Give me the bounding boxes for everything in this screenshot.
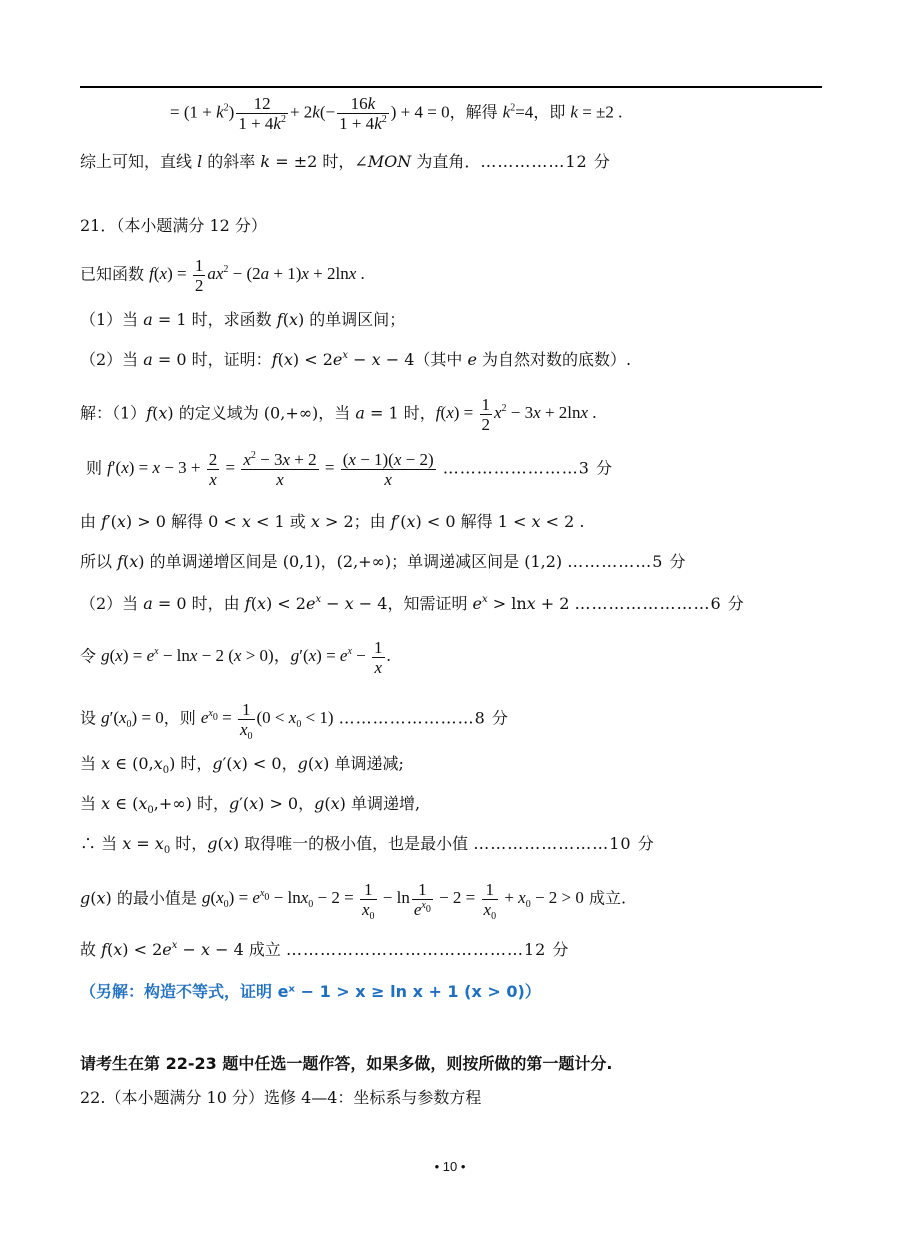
sol-step-domain: 解：（1）f(x) 的定义域为 (0,+∞)，当 a = 1 时，f(x) = $\frac{1}{2}$ $x^2 - 3x + 2\ln x$ . [80,395,597,434]
choose-note: 请考生在第 22-23 题中任选一题作答，如果多做，则按所做的第一题计分. [80,1054,613,1073]
sol-step-x0: 设 $g'(x_0) = 0$，则 $e^{x_0}$ = $\frac{1}{x_0}$ $(0 < x_0 < 1)$ ……………………8 分 [80,700,509,742]
sol-step-sign: 由 f′(x) > 0 解得 0 < x < 1 或 x > 2；由 f′(x) < 0 解得 1 < x < 2 . [80,512,585,531]
sol-step-derivative-score: ……………………3 分 [442,458,614,478]
sol-step-min-score: ……………………10 分 [473,834,655,853]
sol-step-final-score: ……………………………………12 分 [285,940,570,959]
q21-given-prefix: 已知函数 [80,264,145,284]
top-rule [80,86,822,88]
sol-step-g: 令 $g(x) = e^x - \ln x - 2$ (x > 0)，$g'(x) = e^x$ − $\frac{1}{x}$ . [80,638,391,677]
sol-step-derivative: 则 f′(x) = x − 3 + $\frac{2}{x}$ = $\frac{x^2 - 3x + 2}{x}$ = $\frac{(x - 1)(x - 2)}{x}$ ……………………3 分 [86,450,614,489]
q21-given: 已知函数 f(x) = $\frac{1}{2}$ $ax^2 - (2a + 1)x + 2\ln x$ . [80,256,365,295]
sol-step-intervals: 所以 f(x) 的单调递增区间是 (0,1)，(2,+∞)；单调递减区间是 (1,2) ……………5 分 [80,552,687,571]
sol-step-min: ∴ 当 $x = x_0$ 时，g(x) 取得唯一的极小值，也是最小值 ……………………10 分 [80,834,655,856]
sol-step-part2: （2）当 a = 0 时，由 $f(x) < 2e^x - x - 4$，知需证明 $e^x > \ln x + 2$ ……………………6 分 [80,594,745,613]
sol-step-minvalue: g(x) 的最小值是 $g(x_0) = e^{x_0} - \ln x_0 - 2$ = $\frac{1}{x_0}$ − ln $\frac{1}{e^{x_0}}$ − 2 = $\frac{1}{x_0}$ + $x_0 - 2 > 0$ 成立. [80,880,627,922]
sol-step-dec: 当 x ∈ $(0,x_0)$ 时，g′(x) < 0，g(x) 单调递减; [80,754,404,776]
q21-header: 21．（本小题满分 12 分） [80,216,267,235]
page-number: • 10 • [434,1159,466,1174]
q22-header: 22.（本小题满分 10 分）选修 4—4：坐标系与参数方程 [80,1088,482,1107]
sol-step-inc: 当 x ∈ $(x_0,+\infty)$ 时，g′(x) > 0，g(x) 单调递增, [80,794,421,816]
alt-solution: （另解：构造不等式，证明 eˣ − 1 > x ≥ ln x + 1 (x > 0)） [80,982,541,1001]
q21-part2: （2）当 a = 0 时，证明：$f(x) < 2e^x - x - 4$（其中 e 为自然对数的底数）. [80,350,632,369]
sol-step-final: 故 $f(x) < 2e^x - x - 4$ 成立 ……………………………………12 分 [80,940,570,959]
prev-conclusion: 综上可知，直线 l 的斜率 k = ±2 时，∠MON 为直角．……………12 分 [80,152,611,171]
sol-step-intervals-score: ……………5 分 [567,552,687,571]
sol-step-x0-score: ……………………8 分 [338,708,509,728]
prev-equation: = $(1 + k^2)$ $\frac{12}{1 + 4k^2}$ + 2k(− $\frac{16k}{1 + 4k^2}$ ) + 4 = 0，解得 $k^2=4$，即 k = ±2 . [170,94,623,133]
sol-step-part2-score: ……………………6 分 [574,594,745,613]
q21-part1: （1）当 a = 1 时，求函数 f(x) 的单调区间； [80,310,406,329]
